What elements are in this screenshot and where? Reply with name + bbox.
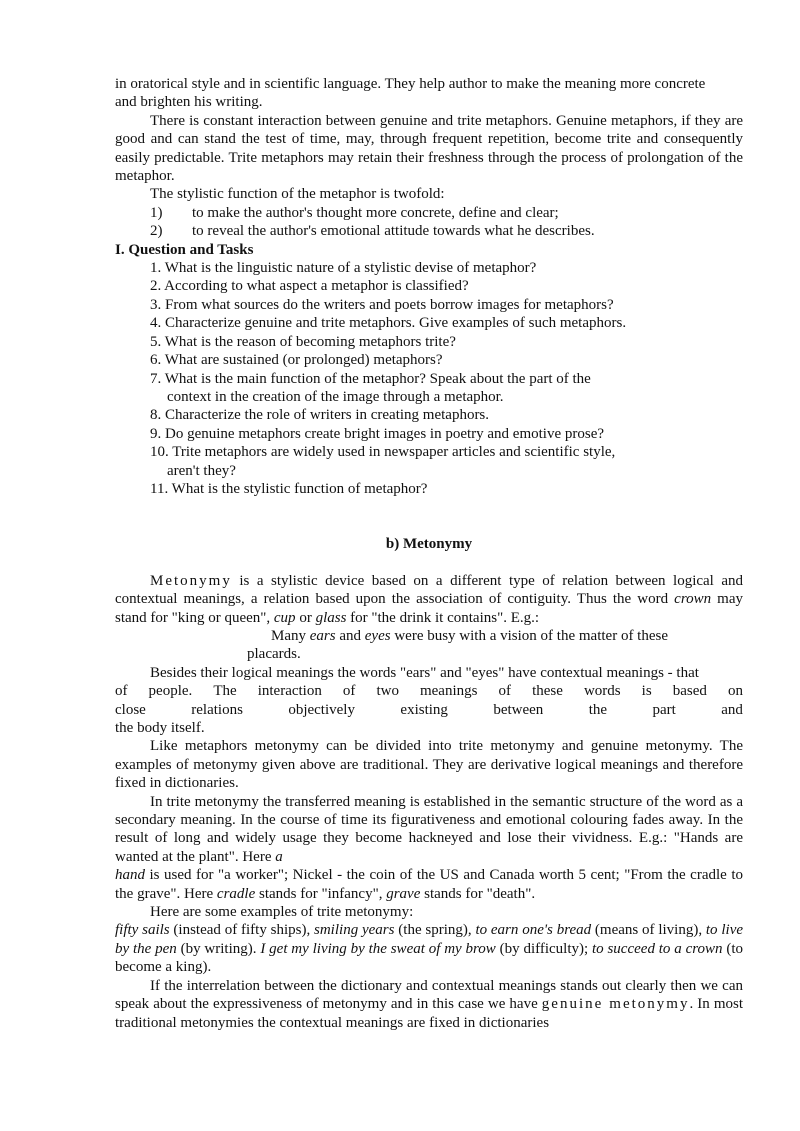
text-run: is a stylistic device based on a different type of relation between logical and contextual meanings, a relation based upon the association of contiguity. Thus the word: [115, 572, 743, 608]
word: close: [115, 701, 146, 718]
question-item: 8. Characterize the role of writers in creating metaphors.: [150, 407, 490, 424]
text-run: were busy with a vision of the matter of these: [390, 627, 669, 644]
word: meanings: [419, 683, 478, 700]
question-item: 11. What is the stylistic function of metaphor?: [150, 480, 428, 497]
word: of: [342, 683, 356, 700]
text-run: (by difficulty);: [495, 940, 592, 957]
question-item: 7. What is the main function of the metaphor? Speak about the part of the: [150, 370, 591, 387]
word: of: [115, 683, 128, 700]
example-quote: [115, 627, 743, 645]
italic-term: a: [275, 848, 283, 865]
paragraph: There is constant interaction between genuine and trite metaphors. Genuine metaphors, if they are good and can stand the test of time, may, through frequent repetition, become trite and consequently easily predictable. Trite metaphors may retain their freshness through the process of prolongation of the metaphor.: [115, 112, 743, 185]
paragraph: Here are some examples of trite metonymy:: [150, 904, 414, 921]
list-item: [115, 204, 743, 222]
text-run: If the interrelation between the dictionary and contextual meanings stands out clearly then we can speak about the expressiveness of metonymy and in this case we have: [115, 977, 743, 1013]
word: objectively: [288, 701, 355, 718]
word: interaction: [257, 683, 322, 700]
text-run: is used for "a worker"; Nickel - the coin of the US and Canada worth 5 cent; "From the cradle to the grave". Here: [115, 867, 743, 902]
text-run: . In most traditional metonymies the contextual meanings are fixed in dictionaries: [115, 996, 743, 1031]
paragraph: [115, 793, 743, 903]
question-item: 10. Trite metaphors are widely used in newspaper articles and scientific style,: [150, 444, 616, 461]
italic-term: cup: [273, 609, 296, 626]
paragraph: the body itself.: [115, 720, 205, 736]
word: existing: [400, 701, 448, 718]
word: of: [498, 683, 512, 700]
italic-example: I get my living by the sweat of my brow: [260, 940, 496, 957]
word: people.: [148, 683, 193, 700]
word: these: [532, 683, 563, 700]
word: the: [588, 701, 608, 718]
text-run: stands for "death".: [420, 885, 536, 902]
question-item: 9. Do genuine metaphors create bright images in poetry and emotive prose?: [150, 425, 605, 442]
word: relations: [191, 701, 243, 718]
text-run: (by writing).: [176, 940, 261, 957]
word: The: [213, 683, 237, 700]
text-run: (to become a king).: [115, 940, 743, 976]
italic-example: fifty sails: [115, 922, 170, 939]
word: between: [493, 701, 544, 718]
word: on: [727, 683, 743, 700]
document-page: [115, 75, 743, 1032]
paragraph: [115, 572, 743, 627]
italic-term: cradle: [216, 885, 256, 902]
justified-line: [115, 682, 743, 700]
list-text: to reveal the author's emotional attitude towards what he describes.: [192, 223, 595, 240]
question-item: 6. What are sustained (or prolonged) metaphors?: [150, 352, 443, 369]
text-run: stands for "infancy",: [255, 885, 387, 902]
list-text: to make the author's thought more concrete, define and clear;: [192, 204, 559, 221]
question-item: 5. What is the reason of becoming metaphors trite?: [150, 333, 456, 350]
text-run: (instead of fifty ships),: [169, 922, 315, 939]
list-item: [115, 222, 743, 240]
italic-example: smiling years: [314, 922, 395, 939]
text-run: may stand for "king or queen",: [115, 591, 744, 626]
question-item: 2. According to what aspect a metaphor is classified?: [150, 278, 469, 295]
word: words: [583, 683, 621, 700]
paragraph: in oratorical style and in scientific language. They help author to make the meaning more concrete: [115, 76, 706, 92]
text-run: or: [295, 609, 316, 626]
paragraph: Besides their logical meanings the words "ears" and "eyes" have contextual meanings - that: [150, 664, 699, 681]
list-number: 2): [150, 223, 163, 240]
text-run: In trite metonymy the transferred meaning is established in the semantic structure of the word as a secondary meaning. In the course of time its figurativeness and emotional colouring fades away. In the result of long and widely usage they become hackneyed and lose their vividness. E.g.: "Hands are wanted at the plant". Here: [115, 793, 743, 865]
questions-heading: I. Question and Tasks: [115, 241, 254, 258]
paragraph: and brighten his writing.: [115, 94, 263, 111]
text-run: Many: [271, 627, 310, 644]
italic-term: hand: [115, 867, 145, 884]
word: and: [721, 701, 743, 718]
italic-term: ears: [309, 627, 336, 644]
paragraph: [115, 977, 743, 1032]
term-metonymy: Metonymy: [150, 572, 232, 589]
word: part: [652, 701, 676, 718]
italic-term: crown: [674, 591, 712, 608]
text-run: and: [335, 627, 365, 644]
question-item: 4. Characterize genuine and trite metaphors. Give examples of such metaphors.: [150, 315, 627, 332]
section-title: b) Metonymy: [385, 536, 473, 553]
term-genuine-metonymy: genuine metonymy: [541, 996, 690, 1013]
text-run: for "the drink it contains". E.g.:: [346, 609, 540, 626]
paragraph: Like metaphors metonymy can be divided into trite metonymy and genuine metonymy. The examples of metonymy given above are traditional. They are derivative logical meanings and therefore fixed in dictionaries.: [115, 738, 743, 792]
paragraph: The stylistic function of the metaphor is twofold:: [150, 186, 445, 203]
question-item: 3. From what sources do the writers and poets borrow images for metaphors?: [150, 296, 614, 313]
italic-term: glass: [315, 609, 347, 626]
italic-example: to earn one's bread: [475, 922, 592, 939]
italic-term: eyes: [364, 627, 391, 644]
text-run: (the spring),: [394, 922, 476, 939]
italic-example: to live by the pen: [115, 922, 744, 957]
word: based: [672, 683, 707, 700]
justified-line: [115, 701, 743, 719]
italic-term: grave: [386, 885, 421, 902]
question-item-continuation: aren't they?: [167, 462, 236, 479]
example-quote-continuation: placards.: [247, 646, 301, 663]
examples-paragraph: [115, 921, 743, 976]
list-number: 1): [150, 204, 163, 221]
question-item: 1. What is the linguistic nature of a stylistic devise of metaphor?: [150, 260, 537, 277]
text-run: (means of living),: [591, 922, 706, 939]
question-item-continuation: context in the creation of the image through a metaphor.: [167, 388, 504, 405]
italic-example: to succeed to a crown: [591, 940, 723, 957]
word: is: [641, 683, 652, 700]
word: two: [376, 683, 399, 700]
